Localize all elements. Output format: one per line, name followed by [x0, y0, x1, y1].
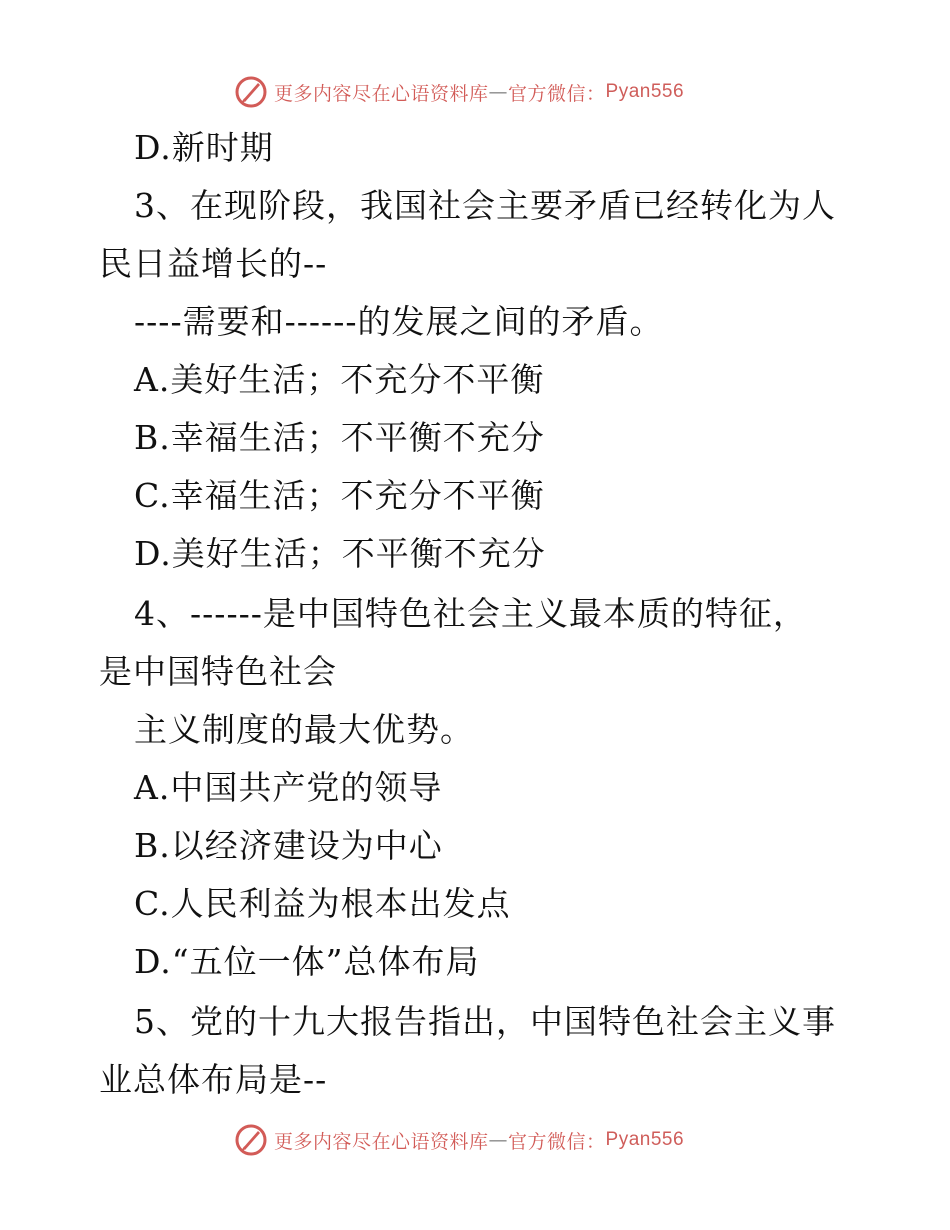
q3-option-d: D.美好生活；不平衡不充分 — [134, 534, 546, 573]
q2-option-d: D.新时期 — [134, 128, 274, 167]
q4-stem-line-2: 是中国特色社会 — [99, 652, 337, 691]
watermark-wechat-id: Pyan556 — [605, 81, 685, 102]
q3-stem-line-3: ----需要和------的发展之间的矛盾。 — [134, 302, 664, 341]
watermark-wechat-id: Pyan556 — [605, 1129, 685, 1150]
quill-pen-logo-icon — [234, 75, 268, 109]
watermark-separator: — — [488, 1129, 509, 1151]
q3-stem-line-2: 民日益增长的-- — [99, 244, 328, 283]
q3-option-c: C.幸福生活；不充分不平衡 — [134, 476, 545, 515]
watermark-wechat-label: 官方微信： — [508, 82, 606, 105]
watermark-text: 更多内容尽在心语资料库 — [274, 82, 489, 105]
quill-pen-logo-icon — [234, 1123, 268, 1157]
q5-stem-line-1: 5、党的十九大报告指出，中国特色社会主义事 — [134, 1002, 836, 1041]
q4-option-d: D.“五位一体”总体布局 — [134, 942, 480, 981]
q4-option-a: A.中国共产党的领导 — [134, 768, 443, 807]
watermark-text: 更多内容尽在心语资料库 — [274, 1130, 489, 1153]
header-watermark — [234, 72, 684, 112]
q4-option-c: C.人民利益为根本出发点 — [134, 884, 511, 923]
q3-option-b: B.幸福生活；不平衡不充分 — [134, 418, 545, 457]
q4-stem-line-3: 主义制度的最大优势。 — [134, 710, 474, 749]
q4-option-b: B.以经济建设为中心 — [134, 826, 443, 865]
q3-option-a: A.美好生活；不充分不平衡 — [134, 360, 545, 399]
watermark-separator: — — [488, 81, 509, 103]
watermark-wechat-label: 官方微信： — [508, 1130, 606, 1153]
q5-stem-line-2: 业总体布局是-- — [99, 1060, 328, 1099]
footer-watermark — [234, 1120, 684, 1160]
q4-stem-line-1: 4、------是中国特色社会主义最本质的特征， — [134, 594, 807, 633]
q3-stem-line-1: 3、在现阶段，我国社会主要矛盾已经转化为人 — [134, 186, 836, 225]
